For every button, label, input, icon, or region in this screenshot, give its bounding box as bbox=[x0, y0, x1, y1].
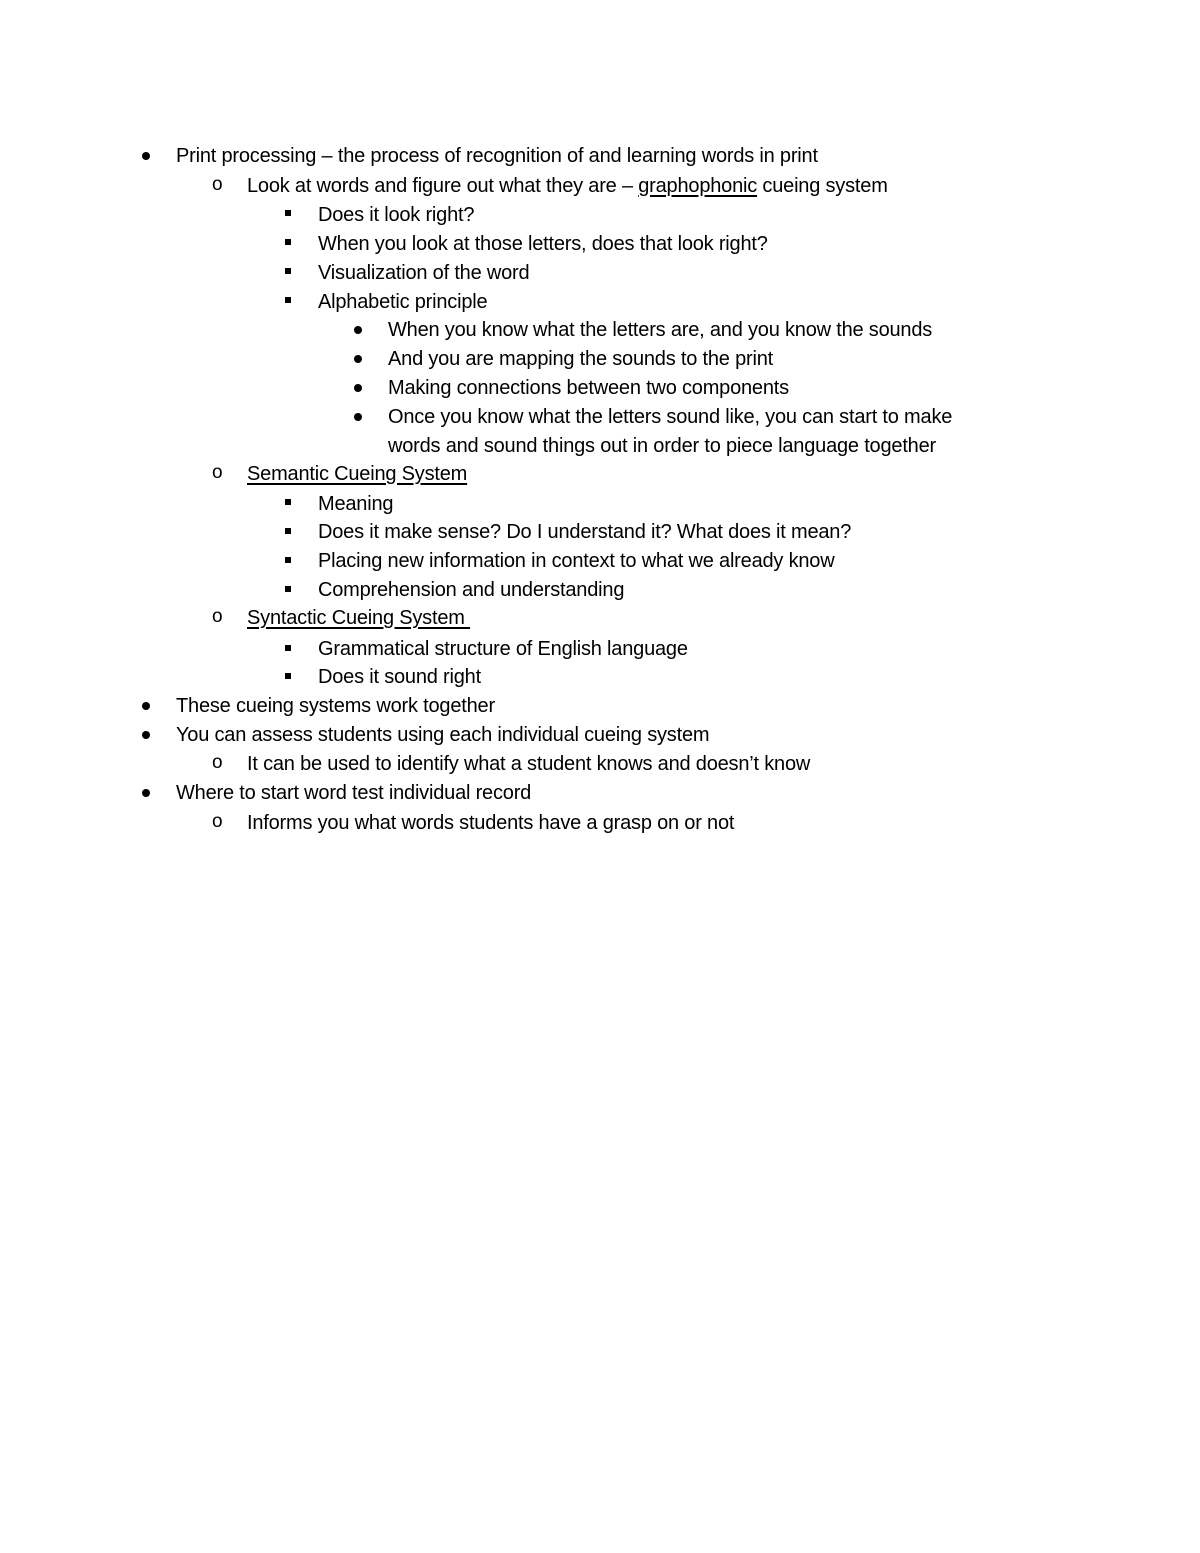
list-item: Where to start word test individual record bbox=[176, 782, 532, 804]
bullet-dot-icon bbox=[142, 152, 150, 160]
list-item: Once you know what the letters sound like, you can start to make bbox=[388, 406, 953, 428]
bullet-dot-icon bbox=[142, 702, 150, 710]
bullet-square-icon bbox=[285, 210, 291, 216]
list-item: Visualization of the word bbox=[318, 262, 530, 284]
list-item: You can assess students using each individual cueing system bbox=[176, 724, 710, 746]
list-item-continuation: words and sound things out in order to piece language together bbox=[388, 435, 936, 457]
list-item: Informs you what words students have a grasp on or not bbox=[247, 812, 735, 834]
bullet-square-icon bbox=[285, 297, 291, 303]
list-item: Alphabetic principle bbox=[318, 291, 488, 313]
list-item: Does it look right? bbox=[318, 204, 475, 226]
list-item-heading: Syntactic Cueing System bbox=[247, 607, 471, 629]
bullet-circle-icon: o bbox=[212, 462, 223, 483]
bullet-dot-icon bbox=[354, 413, 362, 421]
bullet-circle-icon: o bbox=[212, 811, 223, 832]
bullet-circle-icon: o bbox=[212, 606, 223, 627]
list-item: Grammatical structure of English language bbox=[318, 638, 688, 660]
list-item: When you look at those letters, does that look right? bbox=[318, 233, 768, 255]
list-item-text: Look at words and figure out what they are – bbox=[247, 175, 639, 197]
bullet-square-icon bbox=[285, 557, 291, 563]
list-item: Meaning bbox=[318, 493, 394, 515]
bullet-square-icon bbox=[285, 645, 291, 651]
bullet-square-icon bbox=[285, 586, 291, 592]
bullet-circle-icon: o bbox=[212, 752, 223, 773]
bullet-dot-icon bbox=[354, 326, 362, 334]
list-item bbox=[247, 174, 888, 198]
list-item: Making connections between two components bbox=[388, 377, 789, 399]
bullet-square-icon bbox=[285, 499, 291, 505]
list-item: When you know what the letters are, and you know the sounds bbox=[388, 319, 933, 341]
list-item: Does it sound right bbox=[318, 666, 481, 688]
list-item: Print processing – the process of recognition of and learning words in print bbox=[176, 145, 818, 167]
bullet-dot-icon bbox=[354, 355, 362, 363]
bullet-square-icon bbox=[285, 528, 291, 534]
list-item-heading: Semantic Cueing System bbox=[247, 463, 468, 485]
bullet-circle-icon: o bbox=[212, 174, 223, 195]
bullet-square-icon bbox=[285, 673, 291, 679]
list-item: These cueing systems work together bbox=[176, 695, 495, 717]
list-item: Placing new information in context to what we already know bbox=[318, 550, 835, 572]
list-item: And you are mapping the sounds to the print bbox=[388, 348, 773, 370]
bullet-dot-icon bbox=[142, 789, 150, 797]
bullet-dot-icon bbox=[354, 384, 362, 392]
bullet-dot-icon bbox=[142, 731, 150, 739]
list-item-underlined-term: graphophonic bbox=[638, 175, 758, 197]
bullet-square-icon bbox=[285, 239, 291, 245]
list-item: Comprehension and understanding bbox=[318, 579, 625, 601]
bullet-square-icon bbox=[285, 268, 291, 274]
list-item-text: cueing system bbox=[757, 175, 888, 197]
list-item: Does it make sense? Do I understand it? What does it mean? bbox=[318, 521, 852, 543]
list-item: It can be used to identify what a student knows and doesn’t know bbox=[247, 753, 811, 775]
